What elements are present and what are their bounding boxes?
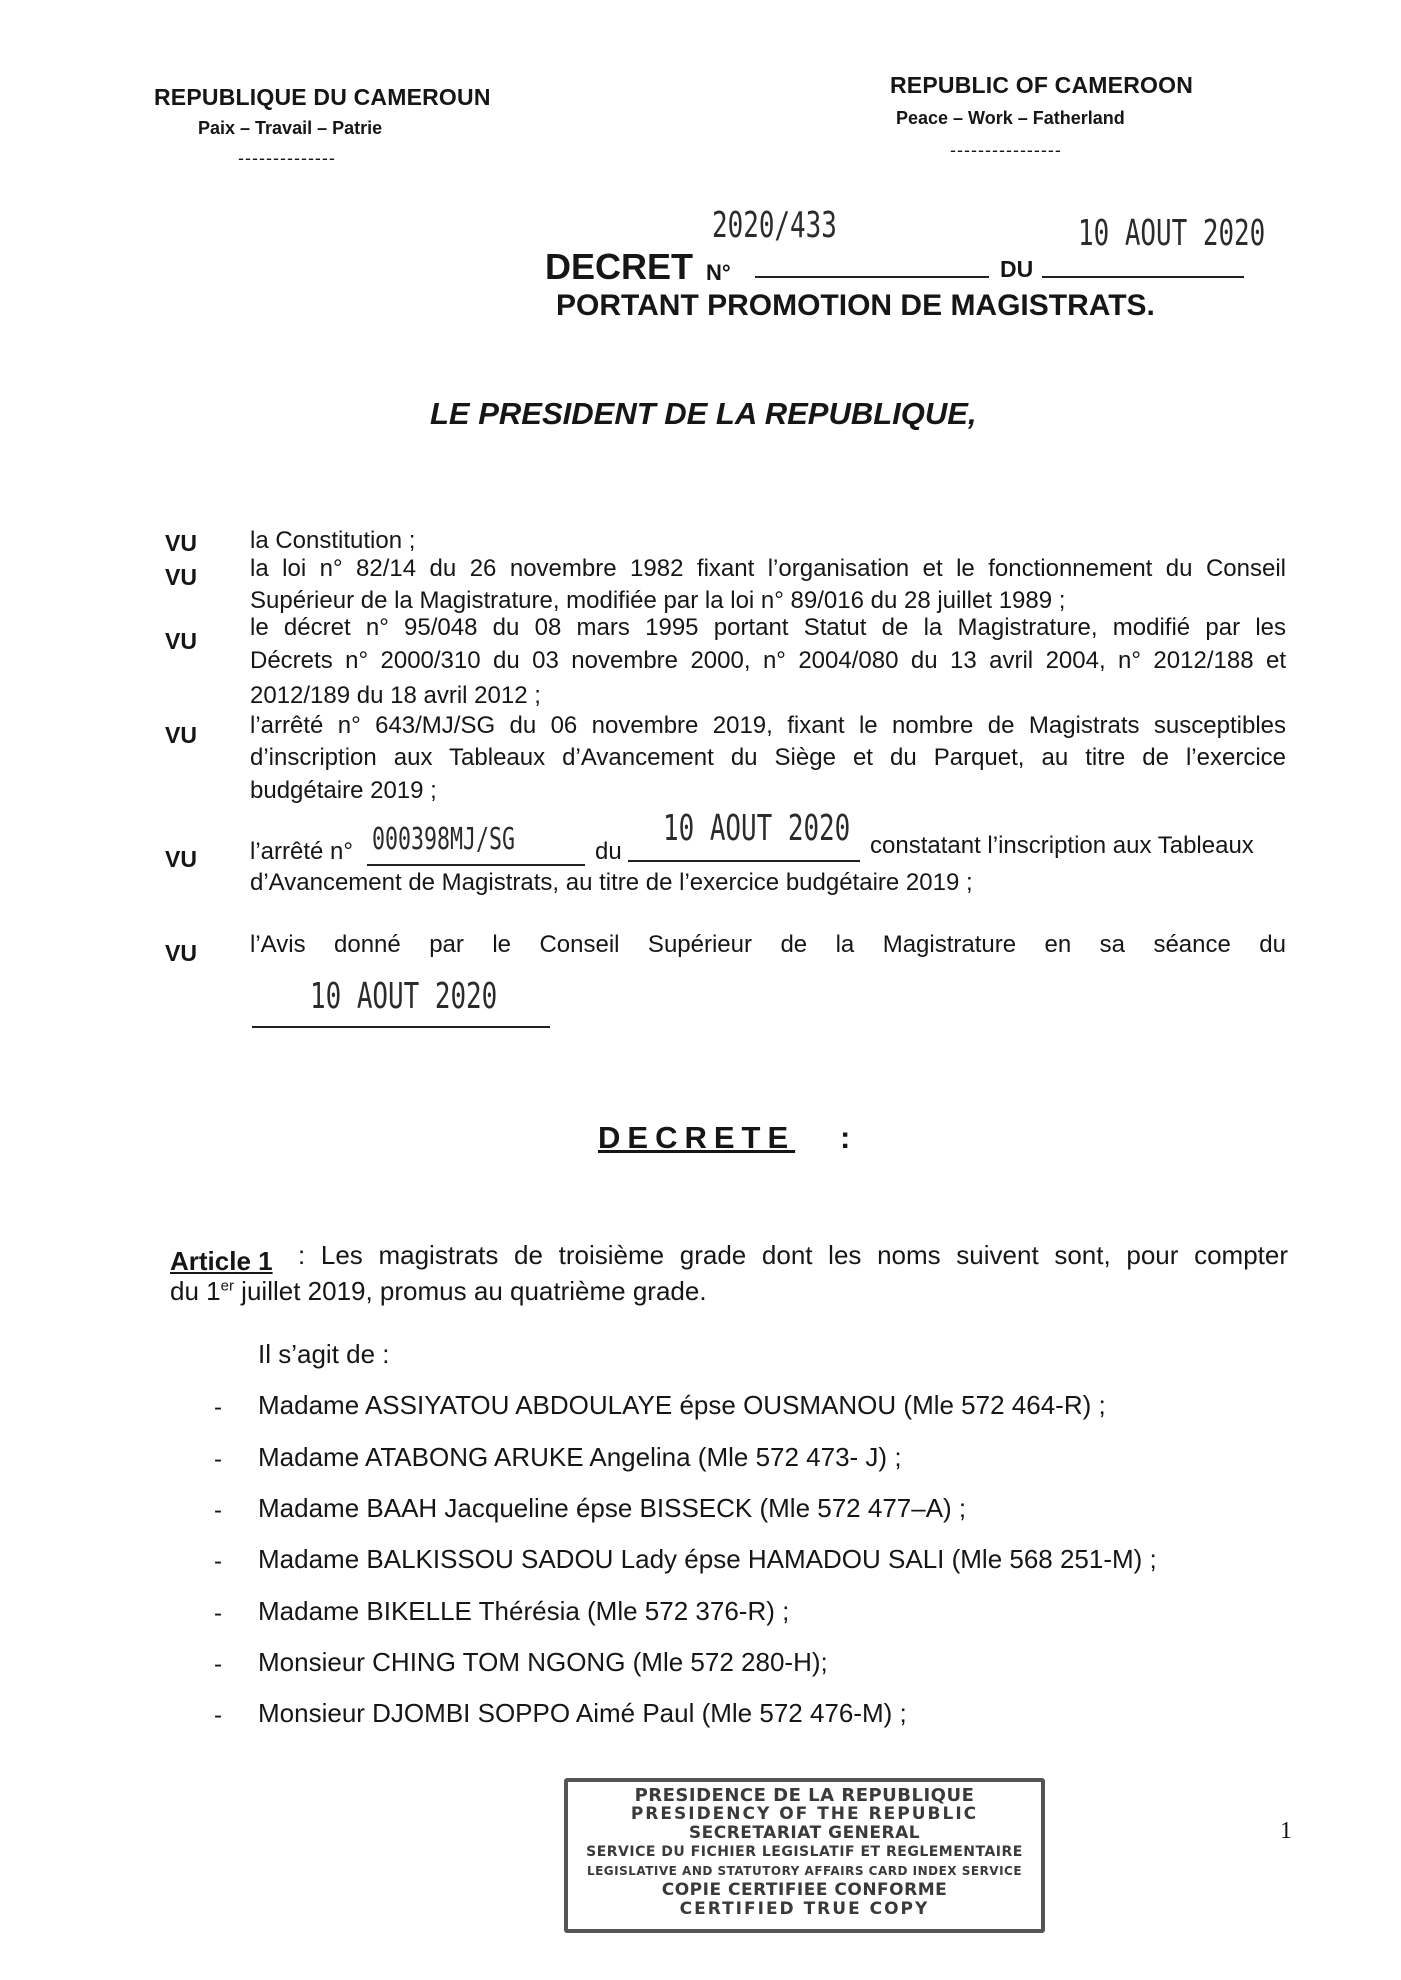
vu-arrete-number-underline — [367, 864, 585, 866]
vu-arrete-date-handwritten: 10 AOUT 2020 — [663, 808, 851, 849]
list-item: Madame ASSIYATOU ABDOULAYE épse OUSMANOU (Mle 572 464-R) ; — [258, 1390, 1106, 1420]
article1-line2-start: du 1 — [170, 1276, 221, 1306]
president-line: LE PRESIDENT DE LA REPUBLIQUE, — [430, 396, 977, 431]
list-item: Madame ATABONG ARUKE Angelina (Mle 572 473- J) ; — [258, 1442, 902, 1472]
vu-avis-date-underline — [252, 1026, 550, 1028]
stamp-line: PRESIDENCE DE LA REPUBLIQUE — [634, 1785, 975, 1806]
vu-label: VU — [165, 722, 197, 748]
certification-stamp — [564, 1778, 1045, 1933]
decree-date-handwritten: 10 AOUT 2020 — [1078, 213, 1266, 254]
vu-avis-date-handwritten: 10 AOUT 2020 — [310, 976, 498, 1017]
stamp-line: SERVICE DU FICHIER LEGISLATIF ET REGLEMENTAIRE — [586, 1844, 1023, 1860]
vu-text-arrete-part3: constatant l’inscription aux Tableaux — [870, 832, 1254, 859]
vu-text-decret-line2: Décrets n° 2000/310 du 03 novembre 2000, n° 2004/080 du 13 avril 2004, n° 2012/188 et — [250, 647, 1286, 674]
list-item: Madame BAAH Jacqueline épse BISSECK (Mle 572 477–A) ; — [258, 1493, 967, 1523]
article1-label: Article 1 — [170, 1246, 273, 1276]
vu-text-arrete-part2: du — [595, 838, 622, 865]
list-item: Monsieur DJOMBI SOPPO Aimé Paul (Mle 572 476-M) ; — [258, 1698, 907, 1728]
list-item-dash: - — [214, 1702, 222, 1729]
vu-text-constitution: la Constitution ; — [250, 527, 416, 554]
vu-text-loi-line2: Supérieur de la Magistrature, modifiée par la loi n° 89/016 du 28 juillet 1989 ; — [250, 587, 1066, 614]
list-item: Madame BALKISSOU SADOU Lady épse HAMADOU SALI (Mle 568 251-M) ; — [258, 1544, 1157, 1574]
decree-date-label: DU — [1000, 256, 1034, 282]
header-left-title: REPUBLIQUE DU CAMEROUN — [154, 84, 491, 110]
page-number: 1 — [1280, 1818, 1292, 1844]
vu-label: VU — [165, 940, 197, 966]
list-item: Monsieur CHING TOM NGONG (Mle 572 280-H); — [258, 1647, 828, 1677]
vu-text-arrete-643-line3: budgétaire 2019 ; — [250, 777, 437, 804]
header-right-motto: Peace – Work – Fatherland — [896, 108, 1125, 128]
vu-text-arrete-part1: l’arrêté n° — [250, 838, 353, 865]
stamp-line: CERTIFIED TRUE COPY — [679, 1899, 930, 1919]
article1-intro: Il s’agit de : — [258, 1339, 390, 1369]
list-item-dash: - — [214, 1394, 222, 1421]
vu-text-decret-line3: 2012/189 du 18 avril 2012 ; — [250, 682, 541, 709]
list-item-dash: - — [214, 1651, 222, 1678]
decrete-heading: DECRETE — [598, 1120, 796, 1155]
header-left-rule: -------------- — [238, 148, 336, 168]
stamp-line: COPIE CERTIFIEE CONFORME — [661, 1880, 948, 1900]
stamp-line: PRESIDENCY OF THE REPUBLIC — [630, 1804, 979, 1824]
vu-arrete-number-handwritten: 000398MJ/SG — [372, 822, 516, 857]
decree-number-label: N° — [706, 260, 731, 285]
vu-label: VU — [165, 628, 197, 654]
vu-label: VU — [165, 564, 197, 590]
article1-line1: : Les magistrats de troisième grade dont les noms suivent sont, pour compter — [298, 1240, 1288, 1270]
list-item-dash: - — [214, 1548, 222, 1575]
vu-label: VU — [165, 846, 197, 872]
article1-line2-end: juillet 2019, promus au quatrième grade. — [233, 1276, 707, 1306]
decree-subject: PORTANT PROMOTION DE MAGISTRATS. — [556, 289, 1155, 322]
list-item-dash: - — [214, 1446, 222, 1473]
header-right-title: REPUBLIC OF CAMEROON — [890, 72, 1193, 98]
vu-text-arrete-643-line2: d’inscription aux Tableaux d’Avancement du Siège et du Parquet, au titre de l’exercice — [250, 744, 1286, 771]
header-left-motto: Paix – Travail – Patrie — [198, 118, 383, 138]
vu-text-loi-line1: la loi n° 82/14 du 26 novembre 1982 fixant l’organisation et le fonctionnement du Conseil — [250, 555, 1286, 582]
vu-text-arrete-643-line1: l’arrêté n° 643/MJ/SG du 06 novembre 2019, fixant le nombre de Magistrats susceptibles — [250, 712, 1286, 739]
article1-line2 — [170, 1276, 707, 1307]
list-item: Madame BIKELLE Thérésia (Mle 572 376-R) ; — [258, 1596, 790, 1626]
vu-text-decret-line1: le décret n° 95/048 du 08 mars 1995 portant Statut de la Magistrature, modifié par les — [250, 614, 1286, 641]
article1-line2-sup: er — [220, 1277, 234, 1295]
list-item-dash: - — [214, 1497, 222, 1524]
list-item-dash: - — [214, 1600, 222, 1627]
vu-label: VU — [165, 530, 197, 556]
stamp-line: SECRETARIAT GENERAL — [688, 1823, 921, 1843]
vu-text-arrete-line2: d’Avancement de Magistrats, au titre de l’exercice budgétaire 2019 ; — [250, 869, 973, 896]
stamp-line: LEGISLATIVE AND STATUTORY AFFAIRS CARD INDEX SERVICE — [586, 1864, 1023, 1878]
decree-label: DECRET — [545, 246, 694, 287]
decree-number-handwritten: 2020/433 — [712, 205, 837, 246]
header-right-rule: ---------------- — [950, 140, 1062, 160]
decrete-colon: : — [840, 1120, 851, 1155]
decree-number-underline — [755, 276, 989, 278]
decree-date-underline — [1042, 276, 1244, 278]
vu-arrete-date-underline — [628, 860, 860, 862]
vu-text-avis: l’Avis donné par le Conseil Supérieur de la Magistrature en sa séance du — [250, 931, 1286, 958]
